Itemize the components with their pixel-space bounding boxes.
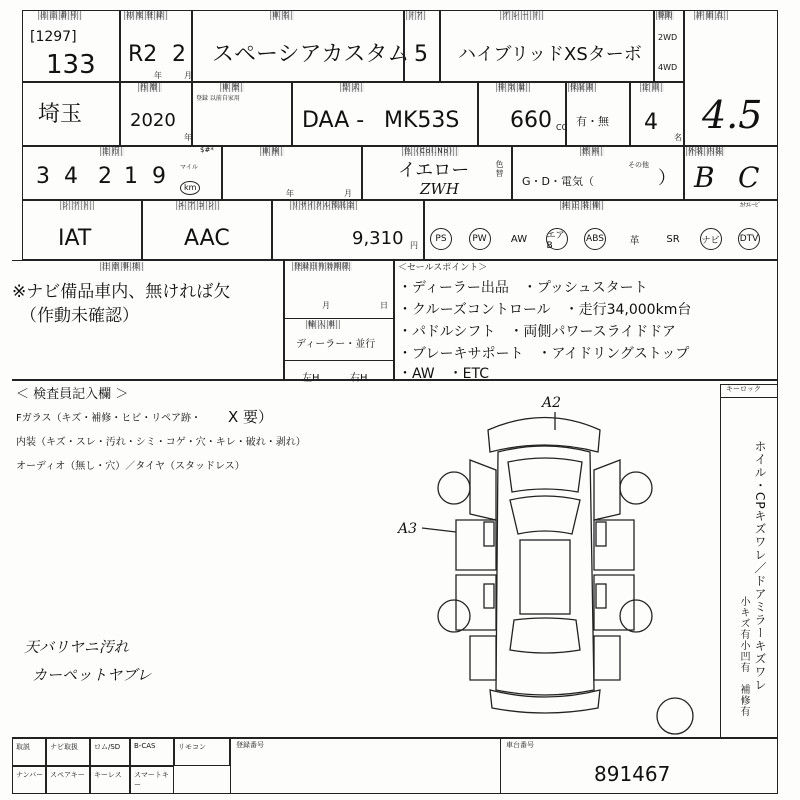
inspection-month: 月 — [344, 189, 352, 198]
mileage-digit: 9 — [152, 164, 166, 189]
color-code: ZWH — [420, 180, 459, 198]
inspector-label: ＜ 検査員記入欄 ＞ — [16, 387, 129, 402]
car-name-label: 車名 — [272, 11, 292, 19]
capacity-value: 4 — [644, 110, 658, 135]
keylock-label: キーロック — [726, 385, 761, 393]
selling-point: ・ディーラー出品 ・プッシュスタート — [398, 280, 648, 296]
mileage-digit: 4 — [64, 164, 78, 189]
first-reg-label: 初度登録 — [126, 11, 166, 19]
footer-option: ナビ取扱 — [46, 738, 90, 766]
drive-2wd: 2WD — [658, 33, 678, 42]
year-label: 西暦 — [140, 83, 160, 91]
shift-label: シフト — [62, 201, 92, 209]
region: 埼玉 — [38, 102, 83, 127]
grade-label: グレード — [502, 11, 542, 19]
selling-point: ・パドルシフト ・両側パワースライドドア — [398, 324, 676, 340]
inspection-year: 年 — [286, 189, 294, 198]
year-mark: 年 — [154, 71, 162, 80]
color-change: 色替 — [495, 160, 504, 178]
equipment-7: ナビ — [700, 228, 722, 250]
inspector-line1: Fガラス（キズ・補修・ヒビ・リペア跡・ — [16, 413, 202, 424]
displacement-unit: CC — [556, 123, 568, 132]
color-label: 色（Col.No） — [404, 147, 457, 155]
lot-prefix: [1297] — [30, 29, 77, 45]
selling-label: ＜セールスポイント＞ — [398, 263, 488, 273]
chassis-number: 891467 — [594, 762, 671, 786]
score-value: 4.5 — [702, 93, 763, 137]
year-value: 2020 — [130, 110, 176, 131]
equipment-1: PW — [469, 228, 491, 250]
equipment-6: SR — [666, 233, 680, 245]
dealer-parallel: ディーラー・並行 — [296, 339, 376, 350]
reg-no-label: 登録番号 — [236, 741, 264, 749]
model-value: MK53S — [384, 108, 460, 133]
first-reg-era: R2 — [128, 42, 158, 67]
shift-value: IAT — [58, 226, 92, 251]
history-sub: 登録 以前自家用 — [196, 95, 240, 102]
fuel-close: ） — [658, 168, 676, 189]
color-value: イエロー — [398, 160, 470, 181]
footer-divider — [230, 738, 231, 794]
model-label: 型式 — [342, 83, 362, 91]
interior-grade: C — [738, 161, 760, 194]
mileage-label: 走行 — [102, 147, 122, 155]
selling-point: ・AW ・ETC — [398, 366, 490, 382]
grade-value: ハイブリッドXSターボ — [458, 44, 642, 65]
footer-divider — [500, 738, 501, 794]
footer-option: キーレス — [90, 766, 130, 794]
history-label: 車歴 — [222, 83, 242, 91]
notes-label: 注意事項 — [102, 262, 142, 270]
car-name: スペーシアカスタム — [212, 42, 410, 67]
mileage-label-unit: $#* — [200, 146, 214, 154]
displacement-label: 排気量 — [498, 83, 528, 91]
warranty-label: 保証書 — [570, 83, 594, 91]
drive-4wd: 4WD — [658, 63, 678, 72]
footer-option: リモコン — [174, 738, 230, 766]
footer-option: ナンバー — [12, 766, 46, 794]
month-mark: 月 — [184, 71, 192, 80]
fuel-value: G・D・電気（ — [522, 175, 594, 188]
notes-line1: ※ナビ備品車内、無ければ欠 — [12, 282, 231, 302]
tv-label: ｶﾅｴﾚｰﾋﾞ — [740, 202, 762, 209]
equipment-8: DTV — [738, 228, 760, 250]
equipment-5: 革 — [629, 235, 640, 247]
footer-option: 取説 — [12, 738, 46, 766]
mileage-unit-km: km — [180, 181, 200, 195]
mileage-digit: 3 — [36, 164, 50, 189]
reg-month: 月 — [322, 301, 330, 310]
capacity-label: 定員 — [642, 83, 662, 91]
lot-label: 出品番号 — [40, 11, 80, 19]
mileage-digit: 2 — [98, 164, 112, 189]
selling-point: ・ブレーキサポート ・アイドリングストップ — [398, 346, 690, 362]
first-reg-month: 2 — [172, 42, 186, 67]
rhd: 右H — [350, 373, 368, 384]
drive-label: 駆動 — [658, 11, 672, 19]
inspector-line1-mark: X 要） — [228, 408, 274, 426]
mileage-unit-mile: マイル — [180, 164, 198, 171]
side-col1: ホイル・CPキズワレ／ドアミラーキズワレ — [753, 440, 767, 692]
model-prefix: DAA - — [302, 108, 365, 133]
fuel-label: 燃料 — [582, 147, 602, 155]
doors-label: ドア — [408, 11, 424, 19]
lhd: 左H — [302, 373, 320, 384]
side-col2: 小キズ有 — [738, 596, 749, 640]
equipment-label: 純正装備 — [562, 201, 602, 209]
lot-number: 133 — [46, 50, 96, 80]
notes-line2: （作動未確認） — [20, 306, 139, 326]
reg-day: 日 — [380, 301, 388, 310]
footer-option: ロム/SD — [90, 738, 130, 766]
inspector-handwritten: カーペットヤブレ — [32, 666, 152, 684]
exterior-grade: B — [694, 161, 715, 194]
inspector-line2: 内装（キズ・スレ・汚れ・シミ・コゲ・穴・キレ・破れ・剥れ） — [16, 437, 306, 448]
year-value-mark: 年 — [184, 133, 192, 142]
chassis-label: 車台番号 — [506, 741, 534, 749]
mileage-digit: 1 — [124, 164, 138, 189]
recycle-label: リサイクル預託金 — [292, 201, 356, 209]
equipment-2: AW — [510, 233, 528, 245]
footer-option: B-CAS — [130, 738, 174, 766]
recycle-yen: 円 — [410, 241, 418, 250]
side-col3: 小凹有 — [738, 640, 749, 673]
equipment-4: ABS — [584, 228, 606, 250]
footer-option: スマートキー — [130, 766, 174, 794]
inspection-label: 車検 — [262, 147, 282, 155]
inspector-handwritten: 天バリヤニ汚れ — [24, 638, 129, 656]
aircon-value: AAC — [184, 226, 230, 251]
equipment-0: PS — [430, 228, 452, 250]
footer-option: スペアキー — [46, 766, 90, 794]
side-col4: 補修有 — [738, 684, 749, 717]
equipment-3: エアB — [546, 228, 568, 250]
inspector-line3: オーディオ（無し・穴）／タイヤ（スタッドレス） — [16, 461, 245, 472]
diagram-mark-a3: A3 — [398, 521, 418, 537]
import-label: 輸入車 — [308, 320, 338, 328]
fuel-other: その他 — [628, 161, 649, 169]
score-label: 評価点 — [696, 11, 726, 19]
ext-int-label: 外装 内装 — [688, 147, 724, 155]
recycle-value: 9,310 — [352, 228, 404, 249]
capacity-mark: 名 — [674, 133, 682, 142]
diagram-mark-a2: A2 — [542, 395, 562, 411]
warranty-value: 有・無 — [576, 115, 609, 128]
selling-point: ・クルーズコントロール ・走行34,000km台 — [398, 302, 692, 318]
reg-label: 登録日有効期限 — [294, 262, 350, 270]
doors-value: 5 — [414, 42, 428, 67]
aircon-label: エアコン — [178, 201, 218, 209]
displacement-value: 660 — [510, 108, 552, 133]
